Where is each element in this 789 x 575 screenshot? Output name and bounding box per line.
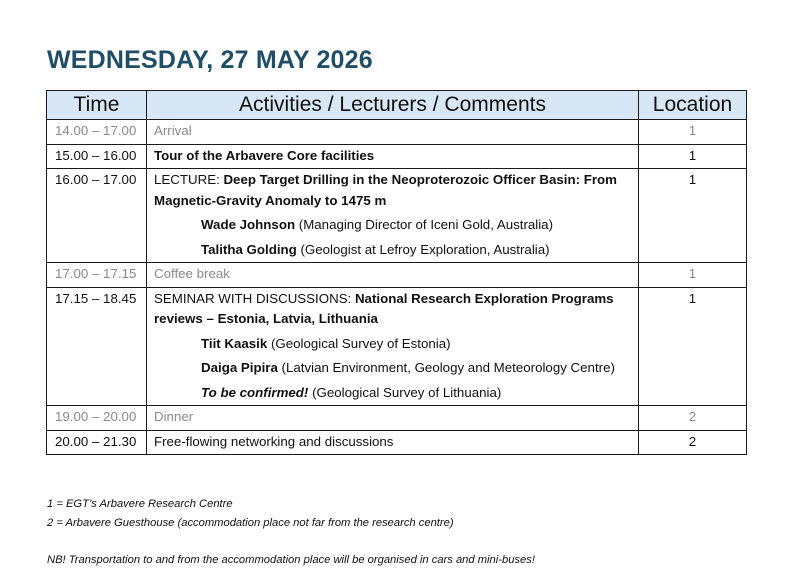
activity-title: Tour of the Arbavere Core facilities [154,147,375,163]
activity-title: Deep Target Drilling in the Neoproterozoic Officer Basin: From Magnetic-Gravity Anomaly to 1475 m [154,172,617,208]
table-row [47,144,747,169]
row-activity [147,169,639,263]
speaker-affiliation: (Managing Director of Iceni Gold, Australia) [295,217,554,232]
table-row [47,287,747,406]
activity-title: National Research Exploration Programs reviews – Estonia, Latvia, Lithuania [154,290,614,326]
row-activity: Arrival [147,120,639,145]
speaker-affiliation: (Geological Survey of Estonia) [267,335,451,351]
row-time: 17.15 – 18.45 [47,287,147,406]
schedule-table [46,90,747,455]
row-location: 2 [639,430,747,455]
header-time: Time [47,91,147,120]
row-location: 1 [639,169,747,263]
footnote-nb: NB! Transportation to and from the accommodation place will be organised in cars and mini-buses! [47,554,535,566]
speaker-affiliation: (Geological Survey of Lithuania) [308,384,502,400]
speaker-name: Wade Johnson [201,217,296,232]
row-location: 1 [639,287,747,406]
speaker [154,358,631,379]
row-time: 20.00 – 21.30 [47,430,147,455]
row-activity [147,287,639,406]
footnotes [47,495,535,570]
table-row [47,406,747,431]
row-location: 1 [639,144,747,169]
footnote-location-1: 1 = EGT’s Arbavere Research Centre [47,498,233,510]
row-time: 16.00 – 17.00 [47,169,147,263]
footnote-location-2: 2 = Arbavere Guesthouse (accommodation place not far from the research centre) [47,517,454,529]
table-row [47,120,747,145]
activity-heading [154,170,631,211]
table-row [47,430,747,455]
row-time: 17.00 – 17.15 [47,263,147,288]
page-title: WEDNESDAY, 27 MAY 2026 [47,46,373,74]
row-location: 1 [639,120,747,145]
table-header-row [47,91,747,120]
activity-type: SEMINAR WITH DISCUSSIONS: [154,290,355,306]
row-time: 19.00 – 20.00 [47,406,147,431]
table-row [47,263,747,288]
row-activity: Free-flowing networking and discussions [147,430,639,455]
speaker [154,240,631,261]
activity-heading [154,289,631,330]
row-location: 1 [639,263,747,288]
speaker-name: Tiit Kaasik [201,335,268,351]
row-activity: Dinner [147,406,639,431]
row-location: 2 [639,406,747,431]
header-activities: Activities / Lecturers / Comments [147,91,639,120]
row-activity: Coffee break [147,263,639,288]
row-activity [147,144,639,169]
speaker-affiliation: (Geologist at Lefroy Exploration, Australia) [296,241,550,257]
row-time: 15.00 – 16.00 [47,144,147,169]
activity-type: LECTURE: [154,172,224,187]
speaker [154,215,631,236]
header-location: Location [639,91,747,120]
speaker-name: Daiga Pipira [201,360,278,375]
speaker [154,383,631,404]
speaker-name: Talitha Golding [201,241,297,257]
table-row [47,169,747,263]
speaker-name: To be confirmed! [201,384,309,400]
speaker [154,334,631,355]
row-time: 14.00 – 17.00 [47,120,147,145]
speaker-affiliation: (Latvian Environment, Geology and Meteorology Centre) [277,360,615,375]
